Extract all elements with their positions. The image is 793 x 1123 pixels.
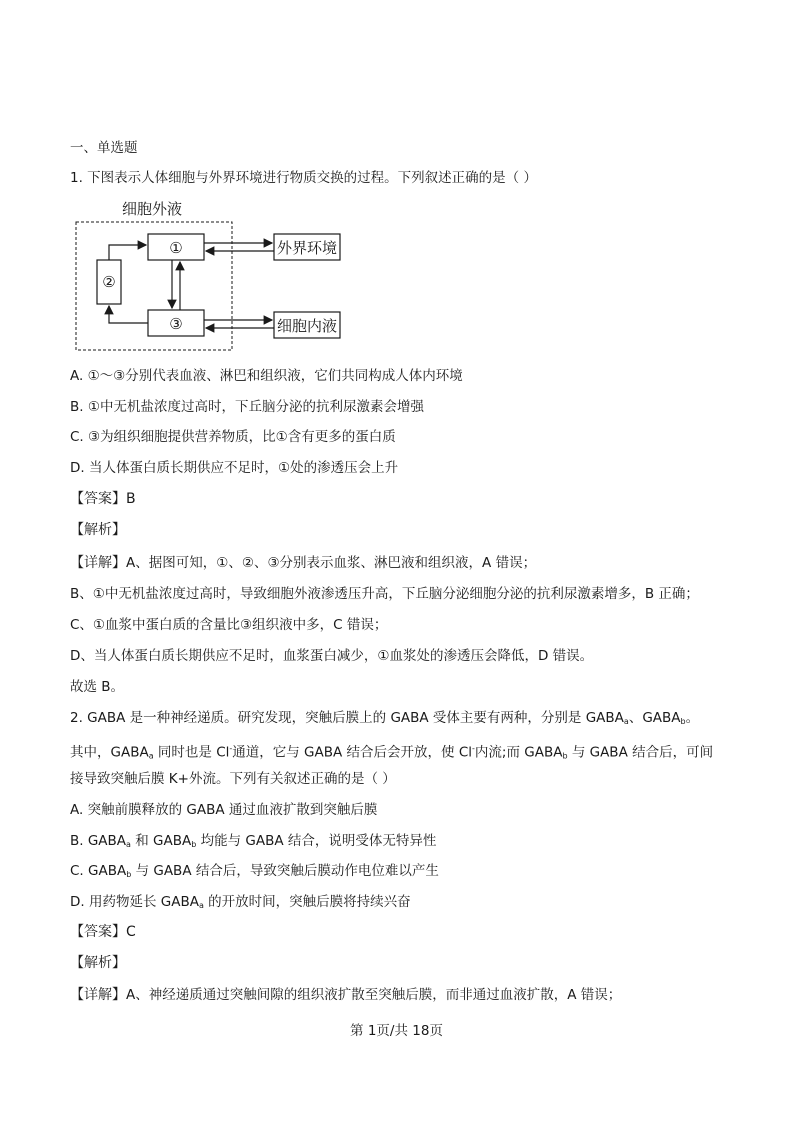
q2-stem-line-2 [70,739,713,767]
q2-option-d [70,892,411,916]
section-heading: 一、单选题 [70,140,138,156]
answer-tag: 【答案】 [70,491,126,507]
subscript: a [126,840,131,849]
arrow-3-to-2 [109,306,148,323]
q1-detail-line-2: B、①中无机盐浓度过高时，导致细胞外液渗透压升高，下丘脑分泌细胞分泌的抗利尿激素增多，B 正确； [70,586,699,602]
q1-stem: 1. 下图表示人体细胞与外界环境进行物质交换的过程。下列叙述正确的是（ ） [70,170,537,186]
q1-conclusion: 故选 B。 [70,679,125,695]
box-2-label: ② [102,273,116,291]
text: 同时也是 Cl [153,744,230,761]
q1-option-d: D. 当人体蛋白质长期供应不足时，①处的渗透压会上升 [70,460,399,476]
text: 。 [685,710,700,726]
subscript: b [680,717,686,726]
box-1-label: ① [169,239,183,257]
superscript: - [229,744,233,753]
answer-value: B [126,491,136,507]
subscript: b [191,840,197,849]
q1-detail-line-3: C、①血浆中蛋白质的含量比③组织液中多，C 错误； [70,617,388,633]
external-environment-label: 外界环境 [276,239,338,257]
intracellular-fluid-label: 细胞内液 [276,317,338,335]
q2-detail-line-1 [70,985,621,1005]
q1-option-b: B. ①中无机盐浓度过高时，下丘脑分泌的抗利尿激素会增强 [70,399,424,415]
text: C. GABA [70,863,127,879]
q2-option-b [70,831,436,855]
q2-option-a: A. 突触前膜释放的 GABA 通过血液扩散到突触后膜 [70,802,378,818]
q1-diagram [70,196,360,356]
q1-option-c: C. ③为组织细胞提供营养物质，比①含有更多的蛋白质 [70,429,396,445]
subscript: a [623,717,629,726]
q2-stem-line-1 [70,708,699,732]
text: 和 GABA [130,833,192,849]
q1-detail-line-1 [70,553,536,573]
detail-tag: 【详解】 [70,555,126,571]
superscript: - [472,744,475,753]
text: 、GABA [628,710,681,726]
subscript: b [126,870,132,879]
text: 与 GABA 结合后，导致突触后膜动作电位难以产生 [131,863,439,879]
text: 通道，它与 GABA 结合后会开放，使 Cl [232,744,473,761]
q1-answer [70,489,136,509]
detail-text: A、据图可知，①、②、③分别表示血浆、淋巴液和组织液，A 错误； [126,555,537,571]
q2-option-c [70,861,439,885]
text: 的开放时间，突触后膜将持续兴奋 [203,894,411,910]
detail-text: A、神经递质通过突触间隙的组织液扩散至突触后膜，而非通过血液扩散，A 错误； [126,987,622,1003]
page-footer: 第 1页/共 18页 [350,1023,443,1039]
text: 内流;而 GABA [474,744,563,761]
q1-option-a: A. ①～③分别代表血液、淋巴和组织液，它们共同构成人体内环境 [70,368,463,384]
q2-stem-line-3: 接导致突触后膜 K+外流。下列有关叙述正确的是（ ） [70,771,396,787]
detail-tag: 【详解】 [70,987,126,1003]
text: 均能与 GABA 结合，说明受体无特异性 [196,833,437,849]
text: 与 GABA 结合后，可间 [567,744,714,761]
exchange-diagram [70,196,360,356]
subscript: a [198,901,204,910]
text: 2. GABA 是一种神经递质。研究发现，突触后膜上的 GABA 受体主要有两种，分别是 GABA [70,710,624,726]
subscript: b [562,751,568,761]
text: 其中，GABA [70,744,149,761]
box-3-label: ③ [169,315,183,333]
outer-label: 细胞外液 [122,200,183,218]
text: D. 用药物延长 GABA [70,894,199,910]
q1-analysis-tag: 【解析】 [70,522,126,538]
arrow-2-to-1 [109,245,146,260]
q2-analysis-tag: 【解析】 [70,955,126,971]
q2-answer [70,922,136,942]
subscript: a [148,751,154,761]
text: B. GABA [70,833,127,849]
q1-detail-line-4: D、当人体蛋白质长期供应不足时，血浆蛋白减少，①血浆处的渗透压会降低，D 错误。 [70,648,594,664]
answer-value: C [126,924,136,940]
answer-tag: 【答案】 [70,924,126,940]
